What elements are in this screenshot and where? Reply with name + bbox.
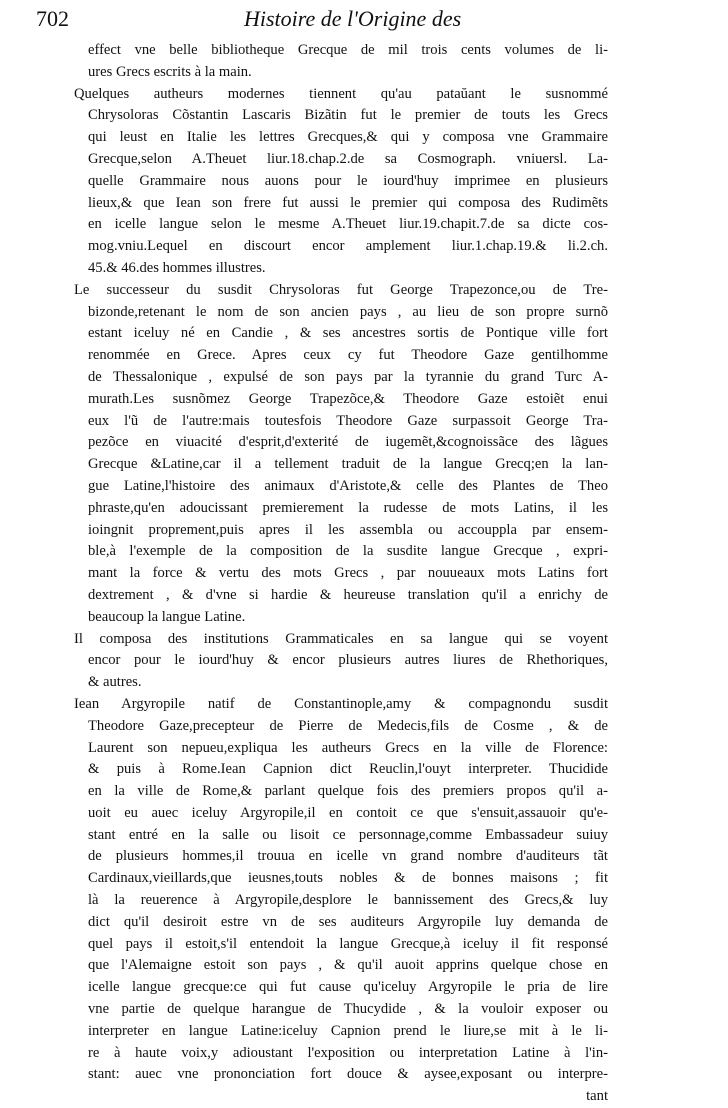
body-text xyxy=(74,40,608,1108)
text-line: re à haute voix,y adioustant l'exposition ou interpretation Latine à l'in- xyxy=(88,1044,608,1061)
text-line: phraste,qu'en adoucissant premierement la rudesse de mots Latins, il les xyxy=(88,499,608,516)
text-line: icelle langue grecque:ce qui fut cause qu'iceluy Argyropile le pria de lire xyxy=(88,979,608,996)
text-line: pezõce en viuacité d'esprit,d'exterité de iugemẽt,&cognoissãce des lãgues xyxy=(88,434,608,451)
text-line: stant: auec vne prononciation fort douce & aysee,exposant ou interpre- xyxy=(88,1066,608,1083)
text-line: Iean Argyropile natif de Constantinople,amy & compagnondu susdit xyxy=(74,695,608,712)
text-line: Laurent son nepueu,expliqua les autheurs Grecs en la ville de Florence: xyxy=(88,739,608,756)
text-line: & autres. xyxy=(88,674,142,691)
text-line: là la reuerence à Argyropile,desplore le bannissement des Grecs,& luy xyxy=(88,892,608,909)
text-line: que l'Alemaigne estoit son pays , & qu'il auoit apprins quelque chose en xyxy=(88,957,608,974)
text-line: dict qu'il desiroit estre vn de ses auditeurs Argyropile luy demanda de xyxy=(88,913,608,930)
text-line: Grecque,selon A.Theuet liur.18.chap.2.de sa Cosmograph. vniuersl. La- xyxy=(88,150,608,167)
text-line: 45.& 46.des hommes illustres. xyxy=(88,259,266,276)
text-line: encor pour le iourd'huy & encor plusieurs autres liures de Rhethoriques, xyxy=(88,652,608,669)
text-line: gue Latine,l'histoire des animaux d'Aristote,& celle des Plantes de Theo xyxy=(88,477,608,494)
text-line: dextrement , & d'vne si hardie & heureuse translation qu'il a enrichy de xyxy=(88,586,608,603)
text-line: uoit eu auec iceluy Argyropile,il en contoit ce que s'ensuit,assauoir qu'e- xyxy=(88,804,608,821)
paragraph xyxy=(74,84,608,280)
text-line: & puis à Rome.Iean Capnion dict Reuclin,l'ouyt interpreter. Thucidide xyxy=(88,761,608,778)
text-line: Le successeur du susdit Chrysoloras fut George Trapezonce,ou de Tre- xyxy=(74,281,608,298)
text-line: estant iceluy né en Candie , & ses ancestres sortis de Pontique ville fort xyxy=(88,325,608,342)
page-header xyxy=(36,6,628,36)
text-line: qui leust en Italie les lettres Grecques,& qui y composa vne Grammaire xyxy=(88,129,608,146)
text-line: de plusieurs hommes,il trouua en icelle vn grand nombre d'auditeurs tãt xyxy=(88,848,608,865)
paragraph xyxy=(74,280,608,629)
text-line: Cardinaux,vieillards,que ieusnes,touts nobles & de bonnes maisons ; fit xyxy=(88,870,608,887)
text-line: en icelle langue selon le mesme A.Theuet liur.19.chapit.7.de sa dicte cos- xyxy=(88,216,608,233)
text-line: vne partie de quelque harangue de Thucydide , & la vouloir exposer ou xyxy=(88,1001,608,1018)
text-line: Quelques autheurs modernes tiennent qu'au pataŭant le susnommé xyxy=(74,85,608,102)
text-line: Grecque &Latine,car il a tellement traduit de la langue Grecq;en la lan- xyxy=(88,456,608,473)
text-line: mog.vniu.Lequel en discourt encor amplement liur.1.chap.19.& li.2.ch. xyxy=(88,238,608,255)
paragraph xyxy=(74,694,608,1086)
text-line: stant entré en la salle ou lisoit ce personnage,comme Embassadeur suiuy xyxy=(88,826,608,843)
paragraph xyxy=(74,629,608,694)
text-line: murath.Les susnõmez George Trapezõce,& Theodore Gaze estoiẽt enui xyxy=(88,390,608,407)
text-line: eux l'ũ de l'autre:mais toutesfois Theodore Gaze surpassoit George Tra- xyxy=(88,412,608,429)
text-line: ioingnit proprement,puis apres il les assembla ou accouppla par ensem- xyxy=(88,521,608,538)
text-line: Chrysoloras Cõstantin Lascaris Bizãtin fut le premier de touts les Grecs xyxy=(88,107,608,124)
text-line: lieux,& que Iean son frere fut aussi le premier qui composa des Rudimẽts xyxy=(88,194,608,211)
text-line: Theodore Gaze,precepteur de Pierre de Medecis,fils de Cosme , & de xyxy=(88,717,608,734)
page-number: 702 xyxy=(36,6,69,31)
text-line: mant la force & vertu des mots Grecs , par nouueaux mots Latins fort xyxy=(88,565,608,582)
text-line: Il composa des institutions Grammaticales en sa langue qui se voyent xyxy=(74,630,608,647)
paragraph xyxy=(88,40,608,84)
text-line: quel pays il estoit,s'il entendoit la langue Grecque,à iceluy il fit responsé xyxy=(88,935,608,952)
text-line: quelle Grammaire nous auons pour le iourd'huy imprimee en plusieurs xyxy=(88,172,608,189)
text-line: interpreter en langue Latine:iceluy Capnion prend le liure,se mit à le li- xyxy=(88,1022,608,1039)
text-line: bizonde,retenant le nom de son ancien pays , au lieu de son propre surnõ xyxy=(88,303,608,320)
text-line: effect vne belle bibliotheque Grecque de mil trois cents volumes de li- xyxy=(88,42,608,58)
text-line: de Thessalonique , expulsé de son pays par la tyrannie du grand Turc A- xyxy=(88,368,608,385)
text-line: ures Grecs escrits à la main. xyxy=(88,63,252,80)
text-line: renommée en Grece. Apres ceux cy fut Theodore Gaze gentilhomme xyxy=(88,347,608,364)
text-line: beaucoup la langue Latine. xyxy=(88,608,246,625)
running-title: Histoire de l'Origine des xyxy=(244,6,462,31)
text-line: ble,à l'exemple de la composition de la susdite langue Grecque , expri- xyxy=(88,543,608,560)
catchword: tant xyxy=(586,1088,608,1105)
text-line: en la ville de Rome,& parlant quelque fois des premiers propos qu'il a- xyxy=(88,783,608,800)
